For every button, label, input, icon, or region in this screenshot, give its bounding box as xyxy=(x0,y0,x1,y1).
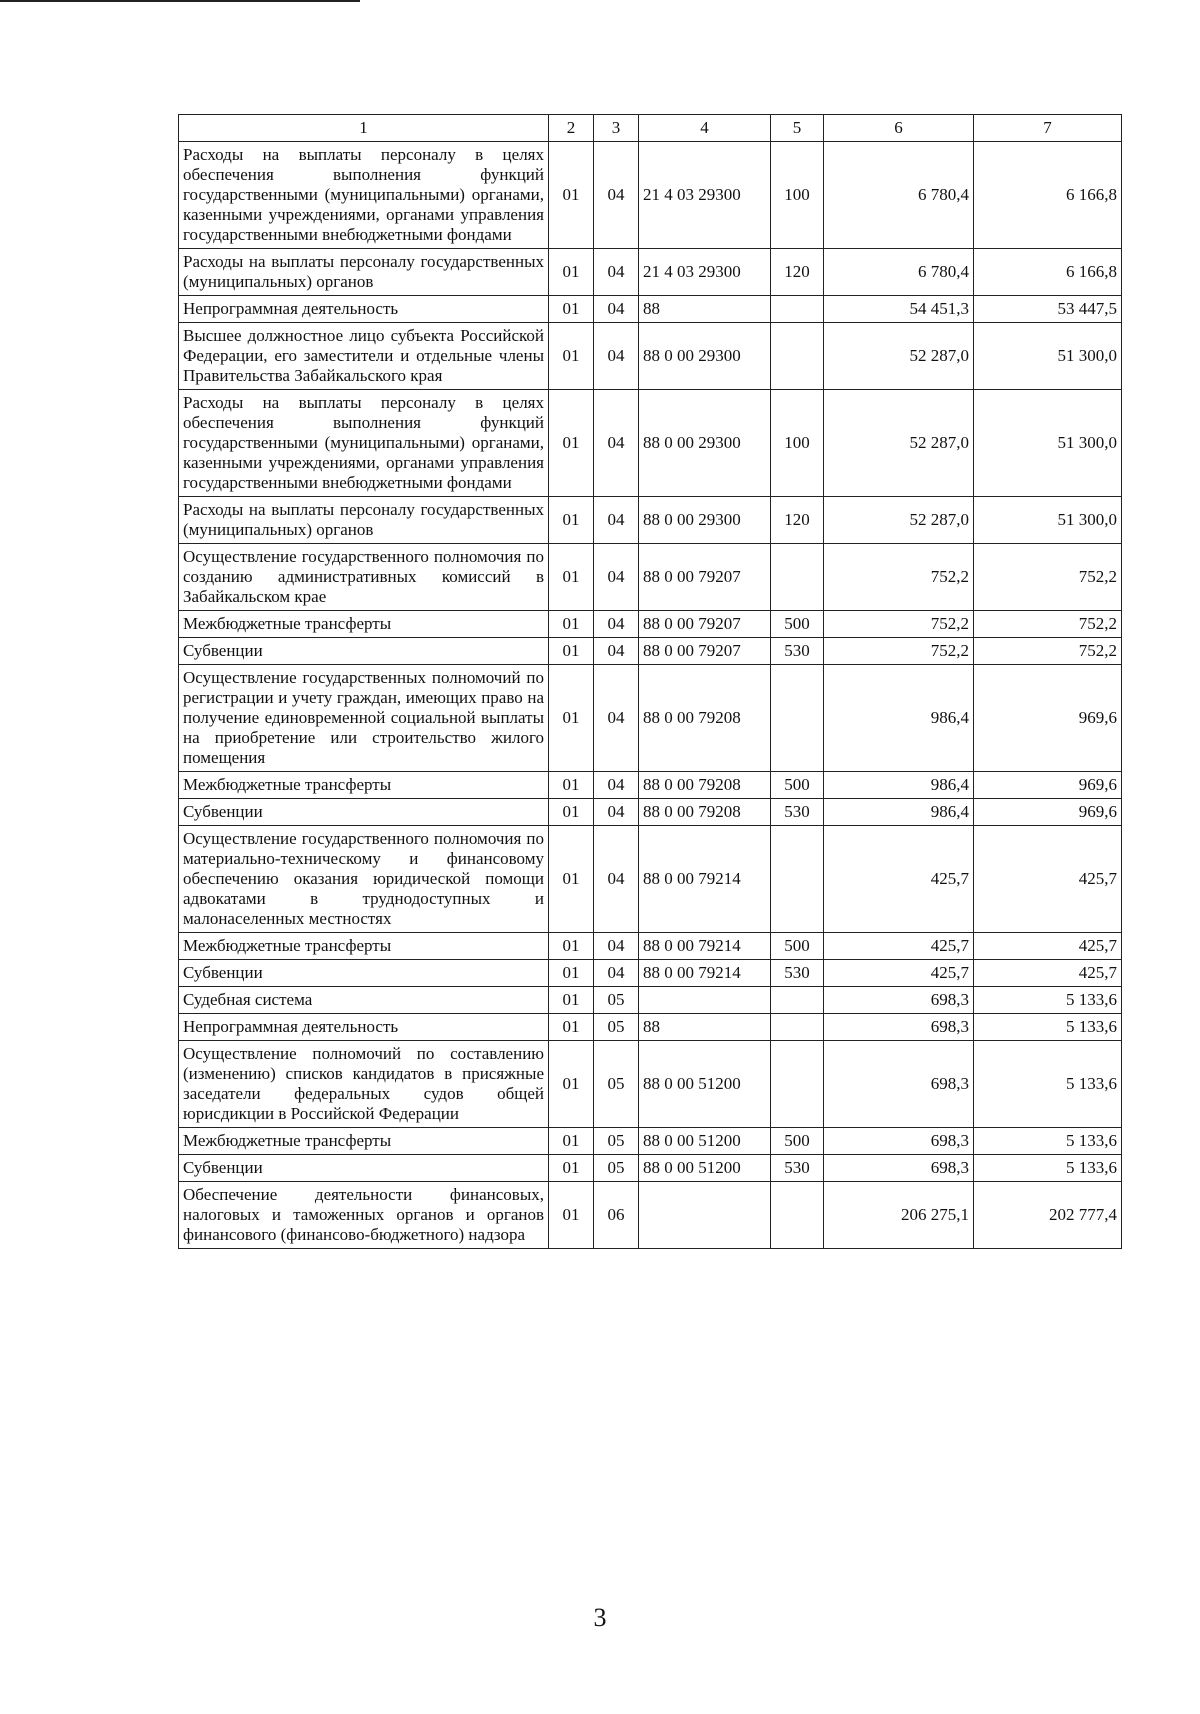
row-amount-year-2: 425,7 xyxy=(974,826,1122,933)
row-amount-year-2: 969,6 xyxy=(974,772,1122,799)
row-subsection: 04 xyxy=(594,611,639,638)
row-expense-type: 530 xyxy=(771,960,824,987)
row-amount-year-1: 6 780,4 xyxy=(824,249,974,296)
row-amount-year-2: 6 166,8 xyxy=(974,142,1122,249)
row-section: 01 xyxy=(549,390,594,497)
table-row xyxy=(179,249,1122,296)
row-expense-type xyxy=(771,1041,824,1128)
row-expense-type: 530 xyxy=(771,638,824,665)
row-section: 01 xyxy=(549,665,594,772)
row-section: 01 xyxy=(549,799,594,826)
row-section: 01 xyxy=(549,772,594,799)
row-amount-year-2: 969,6 xyxy=(974,799,1122,826)
row-subsection: 04 xyxy=(594,665,639,772)
header-col-7: 7 xyxy=(974,115,1122,142)
table-row xyxy=(179,638,1122,665)
table-body xyxy=(179,142,1122,1249)
table-row xyxy=(179,1182,1122,1249)
row-amount-year-1: 986,4 xyxy=(824,799,974,826)
row-amount-year-1: 206 275,1 xyxy=(824,1182,974,1249)
header-col-3: 3 xyxy=(594,115,639,142)
row-name: Межбюджетные трансферты xyxy=(179,1128,549,1155)
header-col-4: 4 xyxy=(639,115,771,142)
row-expense-type: 500 xyxy=(771,933,824,960)
row-amount-year-1: 752,2 xyxy=(824,544,974,611)
row-amount-year-2: 5 133,6 xyxy=(974,1155,1122,1182)
row-target-code: 88 0 00 79207 xyxy=(639,544,771,611)
row-name: Межбюджетные трансферты xyxy=(179,772,549,799)
row-name: Расходы на выплаты персоналу государственных (муниципальных) органов xyxy=(179,249,549,296)
row-section: 01 xyxy=(549,933,594,960)
table-row xyxy=(179,1041,1122,1128)
row-subsection: 04 xyxy=(594,390,639,497)
row-section: 01 xyxy=(549,1128,594,1155)
row-amount-year-1: 425,7 xyxy=(824,960,974,987)
row-section: 01 xyxy=(549,296,594,323)
row-subsection: 04 xyxy=(594,296,639,323)
row-subsection: 05 xyxy=(594,1155,639,1182)
row-amount-year-2: 202 777,4 xyxy=(974,1182,1122,1249)
row-subsection: 04 xyxy=(594,249,639,296)
row-target-code: 21 4 03 29300 xyxy=(639,142,771,249)
row-amount-year-2: 51 300,0 xyxy=(974,497,1122,544)
row-name: Непрограммная деятельность xyxy=(179,1014,549,1041)
row-expense-type: 100 xyxy=(771,142,824,249)
row-subsection: 04 xyxy=(594,142,639,249)
header-col-5: 5 xyxy=(771,115,824,142)
row-name: Осуществление государственного полномочия по материально-техническому и финансовому обеспечению оказания юридической помощи адвокатами в труднодоступных и малонаселенных местностях xyxy=(179,826,549,933)
row-amount-year-1: 6 780,4 xyxy=(824,142,974,249)
row-amount-year-1: 52 287,0 xyxy=(824,390,974,497)
row-target-code: 21 4 03 29300 xyxy=(639,249,771,296)
row-section: 01 xyxy=(549,497,594,544)
row-amount-year-1: 698,3 xyxy=(824,1014,974,1041)
table-row xyxy=(179,544,1122,611)
row-amount-year-2: 425,7 xyxy=(974,960,1122,987)
row-expense-type xyxy=(771,1014,824,1041)
row-target-code: 88 0 00 51200 xyxy=(639,1128,771,1155)
row-amount-year-1: 752,2 xyxy=(824,638,974,665)
row-expense-type: 500 xyxy=(771,611,824,638)
row-target-code: 88 0 00 29300 xyxy=(639,390,771,497)
row-amount-year-2: 5 133,6 xyxy=(974,987,1122,1014)
table-row xyxy=(179,390,1122,497)
row-name: Осуществление государственного полномочия по созданию административных комиссий в Забайкальском крае xyxy=(179,544,549,611)
row-subsection: 04 xyxy=(594,799,639,826)
row-section: 01 xyxy=(549,960,594,987)
row-target-code: 88 xyxy=(639,296,771,323)
row-amount-year-1: 698,3 xyxy=(824,1041,974,1128)
row-amount-year-1: 52 287,0 xyxy=(824,497,974,544)
row-subsection: 04 xyxy=(594,544,639,611)
header-col-6: 6 xyxy=(824,115,974,142)
table-row xyxy=(179,142,1122,249)
row-subsection: 04 xyxy=(594,933,639,960)
row-name: Расходы на выплаты персоналу в целях обеспечения выполнения функций государственными (муниципальными) органами, казенными учреждениями, органами управления государственными внебюджетными фондами xyxy=(179,390,549,497)
table-row xyxy=(179,772,1122,799)
row-expense-type xyxy=(771,544,824,611)
row-target-code: 88 0 00 51200 xyxy=(639,1041,771,1128)
table-row xyxy=(179,987,1122,1014)
row-section: 01 xyxy=(549,611,594,638)
row-section: 01 xyxy=(549,544,594,611)
row-subsection: 04 xyxy=(594,826,639,933)
row-subsection: 04 xyxy=(594,323,639,390)
row-target-code: 88 0 00 79208 xyxy=(639,665,771,772)
header-col-2: 2 xyxy=(549,115,594,142)
row-amount-year-1: 698,3 xyxy=(824,987,974,1014)
row-target-code: 88 0 00 79208 xyxy=(639,799,771,826)
row-name: Субвенции xyxy=(179,799,549,826)
row-expense-type: 100 xyxy=(771,390,824,497)
table-row xyxy=(179,799,1122,826)
row-name: Расходы на выплаты персоналу государственных (муниципальных) органов xyxy=(179,497,549,544)
row-amount-year-1: 986,4 xyxy=(824,665,974,772)
row-amount-year-2: 6 166,8 xyxy=(974,249,1122,296)
row-target-code: 88 0 00 79214 xyxy=(639,826,771,933)
row-section: 01 xyxy=(549,826,594,933)
row-expense-type xyxy=(771,1182,824,1249)
row-amount-year-1: 698,3 xyxy=(824,1155,974,1182)
row-name: Межбюджетные трансферты xyxy=(179,933,549,960)
row-target-code: 88 0 00 79214 xyxy=(639,933,771,960)
row-name: Обеспечение деятельности финансовых, налоговых и таможенных органов и органов финансового (финансово-бюджетного) надзора xyxy=(179,1182,549,1249)
row-subsection: 04 xyxy=(594,772,639,799)
top-edge-rule xyxy=(0,0,360,2)
row-target-code: 88 0 00 29300 xyxy=(639,323,771,390)
row-target-code: 88 0 00 79208 xyxy=(639,772,771,799)
row-expense-type xyxy=(771,665,824,772)
row-target-code: 88 0 00 29300 xyxy=(639,497,771,544)
row-amount-year-2: 5 133,6 xyxy=(974,1041,1122,1128)
row-section: 01 xyxy=(549,249,594,296)
row-name: Расходы на выплаты персоналу в целях обеспечения выполнения функций государственными (муниципальными) органами, казенными учреждениями, органами управления государственными внебюджетными фондами xyxy=(179,142,549,249)
row-target-code: 88 0 00 79207 xyxy=(639,611,771,638)
row-amount-year-2: 425,7 xyxy=(974,933,1122,960)
row-name: Судебная система xyxy=(179,987,549,1014)
row-amount-year-2: 51 300,0 xyxy=(974,390,1122,497)
table-row xyxy=(179,1128,1122,1155)
row-name: Осуществление государственных полномочий по регистрации и учету граждан, имеющих право на получение единовременной социальной выплаты на приобретение или строительство жилого помещения xyxy=(179,665,549,772)
budget-table xyxy=(178,114,1122,1249)
row-target-code: 88 xyxy=(639,1014,771,1041)
row-amount-year-1: 425,7 xyxy=(824,933,974,960)
row-amount-year-1: 52 287,0 xyxy=(824,323,974,390)
row-section: 01 xyxy=(549,1041,594,1128)
table-row xyxy=(179,1155,1122,1182)
row-name: Осуществление полномочий по составлению (изменению) списков кандидатов в присяжные заседатели федеральных судов общей юрисдикции в Российской Федерации xyxy=(179,1041,549,1128)
page-number: 3 xyxy=(593,1603,607,1632)
row-subsection: 04 xyxy=(594,638,639,665)
row-section: 01 xyxy=(549,1155,594,1182)
row-target-code: 88 0 00 51200 xyxy=(639,1155,771,1182)
row-expense-type: 500 xyxy=(771,772,824,799)
table-row xyxy=(179,611,1122,638)
row-amount-year-2: 5 133,6 xyxy=(974,1014,1122,1041)
row-expense-type: 530 xyxy=(771,1155,824,1182)
row-amount-year-1: 54 451,3 xyxy=(824,296,974,323)
row-target-code: 88 0 00 79207 xyxy=(639,638,771,665)
row-section: 01 xyxy=(549,987,594,1014)
table-row xyxy=(179,323,1122,390)
row-subsection: 05 xyxy=(594,1014,639,1041)
row-subsection: 05 xyxy=(594,1128,639,1155)
row-section: 01 xyxy=(549,1014,594,1041)
row-section: 01 xyxy=(549,323,594,390)
row-amount-year-2: 53 447,5 xyxy=(974,296,1122,323)
row-amount-year-2: 5 133,6 xyxy=(974,1128,1122,1155)
row-expense-type xyxy=(771,826,824,933)
row-expense-type: 120 xyxy=(771,497,824,544)
row-name: Субвенции xyxy=(179,638,549,665)
header-row xyxy=(179,115,1122,142)
table-row xyxy=(179,296,1122,323)
table-row xyxy=(179,826,1122,933)
row-section: 01 xyxy=(549,1182,594,1249)
row-amount-year-2: 51 300,0 xyxy=(974,323,1122,390)
row-amount-year-1: 698,3 xyxy=(824,1128,974,1155)
table-row xyxy=(179,933,1122,960)
header-col-1: 1 xyxy=(179,115,549,142)
row-subsection: 05 xyxy=(594,987,639,1014)
row-name: Непрограммная деятельность xyxy=(179,296,549,323)
row-target-code xyxy=(639,1182,771,1249)
row-expense-type xyxy=(771,296,824,323)
row-expense-type: 530 xyxy=(771,799,824,826)
row-section: 01 xyxy=(549,142,594,249)
table-row xyxy=(179,1014,1122,1041)
row-name: Межбюджетные трансферты xyxy=(179,611,549,638)
row-name: Субвенции xyxy=(179,1155,549,1182)
row-amount-year-1: 752,2 xyxy=(824,611,974,638)
row-amount-year-2: 752,2 xyxy=(974,638,1122,665)
row-subsection: 04 xyxy=(594,497,639,544)
row-subsection: 05 xyxy=(594,1041,639,1128)
row-expense-type: 500 xyxy=(771,1128,824,1155)
table-row xyxy=(179,960,1122,987)
row-name: Высшее должностное лицо субъекта Российской Федерации, его заместители и отдельные члены Правительства Забайкальского края xyxy=(179,323,549,390)
row-section: 01 xyxy=(549,638,594,665)
row-amount-year-2: 752,2 xyxy=(974,611,1122,638)
row-expense-type xyxy=(771,323,824,390)
row-expense-type xyxy=(771,987,824,1014)
row-subsection: 06 xyxy=(594,1182,639,1249)
row-subsection: 04 xyxy=(594,960,639,987)
row-amount-year-1: 425,7 xyxy=(824,826,974,933)
table-row xyxy=(179,497,1122,544)
row-amount-year-1: 986,4 xyxy=(824,772,974,799)
row-amount-year-2: 969,6 xyxy=(974,665,1122,772)
row-target-code: 88 0 00 79214 xyxy=(639,960,771,987)
row-name: Субвенции xyxy=(179,960,549,987)
row-target-code xyxy=(639,987,771,1014)
row-expense-type: 120 xyxy=(771,249,824,296)
row-amount-year-2: 752,2 xyxy=(974,544,1122,611)
table-row xyxy=(179,665,1122,772)
